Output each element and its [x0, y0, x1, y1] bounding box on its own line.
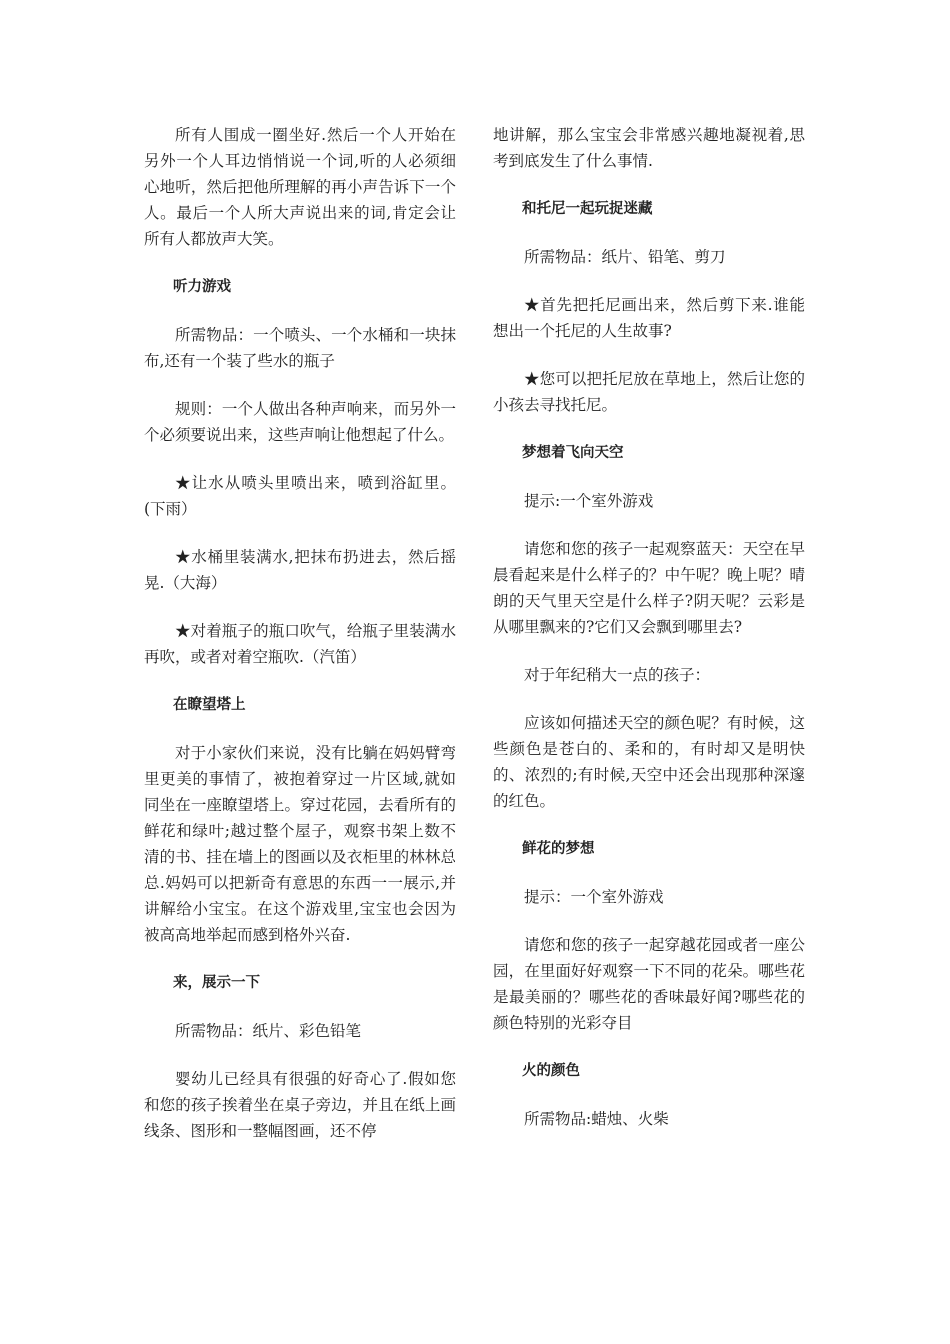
paragraph: ★首先把托尼画出来，然后剪下来.谁能想出一个托尼的人生故事? — [493, 296, 805, 340]
paragraph: ★您可以把托尼放在草地上，然后让您的小孩去寻找托尼。 — [493, 370, 805, 414]
section-heading: 火的颜色 — [522, 1063, 580, 1079]
paragraph: 请您和您的孩子一起观察蓝天：天空在早晨看起来是什么样子的？中午呢？晚上呢？晴朗的天气里天空是什么样子?阴天呢？云彩是从哪里飘来的?它们又会飘到哪里去? — [493, 540, 805, 636]
paragraph: 对于年纪稍大一点的孩子： — [524, 666, 711, 684]
paragraph: 所有人围成一圈坐好.然后一个人开始在另外一个人耳边悄悄说一个词,听的人必须细心地听，然后把他所理解的再小声告诉下一个人。最后一个人所大声说出来的词,肯定会让所有人都放声大笑。 — [144, 126, 456, 248]
left-column — [144, 122, 456, 1166]
paragraph: 所需物品：纸片、彩色铅笔 — [175, 1022, 362, 1040]
paragraph: ★让水从喷头里喷出来，喷到浴缸里。(下雨） — [144, 474, 456, 518]
section-heading: 听力游戏 — [173, 279, 231, 295]
paragraph: 所需物品:蜡烛、火柴 — [524, 1110, 669, 1128]
paragraph: 对于小家伙们来说，没有比躺在妈妈臂弯里更美的事情了，被抱着穿过一片区域,就如同坐在一座瞭望塔上。穿过花园，去看所有的鲜花和绿叶;越过整个屋子，观察书架上数不清的书、挂在墙上的图画以及衣柜里的林林总总.妈妈可以把新奇有意思的东西一一展示,并讲解给小宝宝。在这个游戏里,宝宝也会因为被高高地举起而感到格外兴奋. — [144, 744, 456, 944]
paragraph: 提示：一个室外游戏 — [524, 888, 664, 906]
paragraph: 婴幼儿已经具有很强的好奇心了.假如您和您的孩子挨着坐在桌子旁边，并且在纸上画线条、图形和一整幅图画，还不停 — [144, 1070, 456, 1140]
right-column — [493, 122, 805, 1154]
section-heading: 鲜花的梦想 — [522, 841, 595, 857]
paragraph: 提示:一个室外游戏 — [524, 492, 654, 510]
section-heading: 来，展示一下 — [173, 975, 260, 991]
paragraph: ★对着瓶子的瓶口吹气，给瓶子里装满水再吹，或者对着空瓶吹.（汽笛） — [144, 622, 456, 666]
paragraph: 请您和您的孩子一起穿越花园或者一座公园，在里面好好观察一下不同的花朵。哪些花是最美丽的？哪些花的香味最好闻?哪些花的颜色特别的光彩夺目 — [493, 936, 805, 1032]
paragraph: 地讲解，那么宝宝会非常感兴趣地凝视着,思考到底发生了什么事情. — [493, 126, 805, 170]
paragraph: 应该如何描述天空的颜色呢？有时候，这些颜色是苍白的、柔和的，有时却又是明快的、浓烈的;有时候,天空中还会出现那种深邃的红色。 — [493, 714, 805, 810]
section-heading: 梦想着飞向天空 — [522, 445, 624, 461]
paragraph: ★水桶里装满水,把抹布扔进去，然后摇晃.（大海） — [144, 548, 456, 592]
paragraph: 所需物品：一个喷头、一个水桶和一块抹布,还有一个装了些水的瓶子 — [144, 326, 456, 370]
section-heading: 和托尼一起玩捉迷藏 — [522, 201, 653, 217]
paragraph: 规则：一个人做出各种声响来，而另外一个必须要说出来，这些声响让他想起了什么。 — [144, 400, 456, 444]
paragraph: 所需物品：纸片、铅笔、剪刀 — [524, 248, 726, 266]
section-heading: 在瞭望塔上 — [173, 697, 246, 713]
